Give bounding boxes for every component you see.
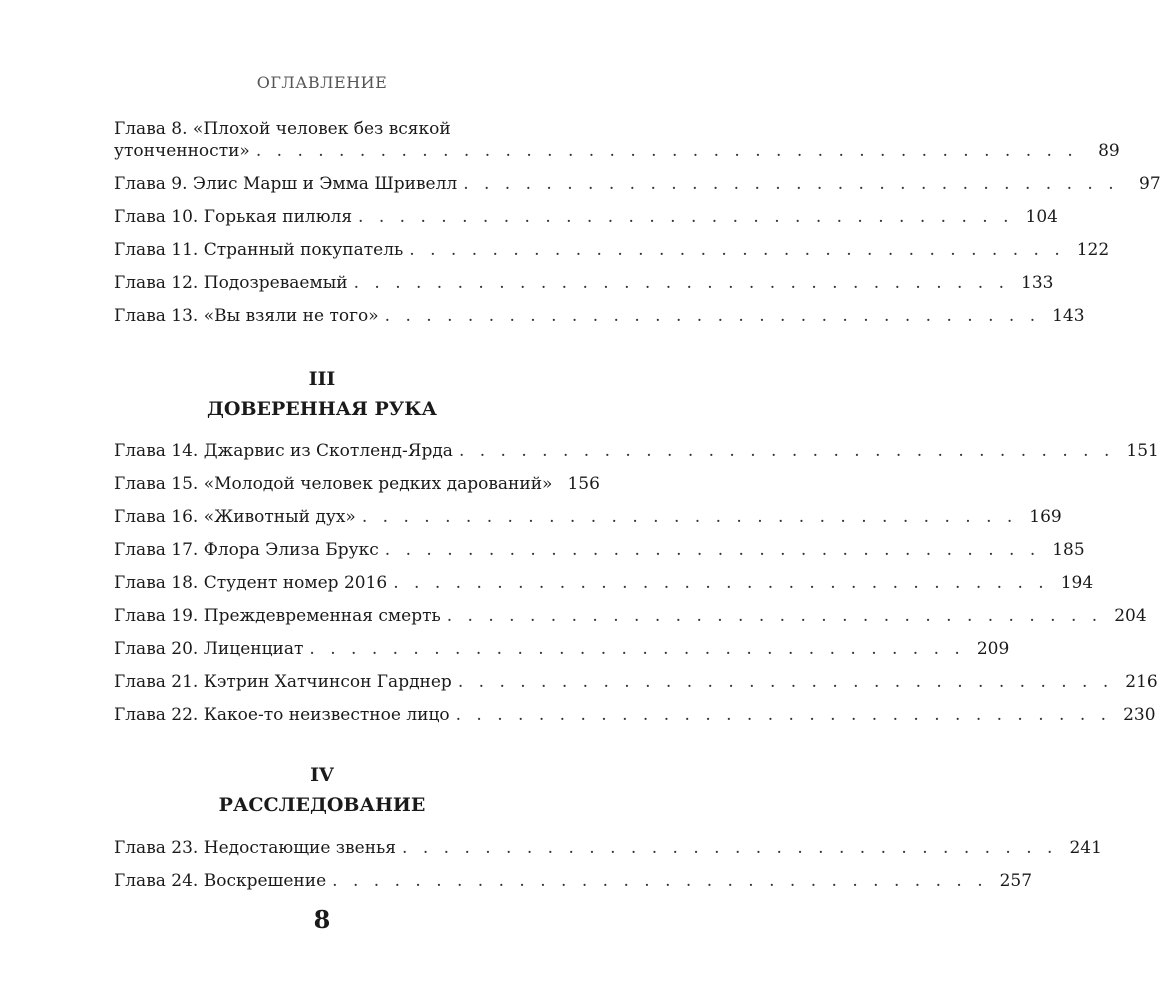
running-head: ОГЛАВЛЕНИЕ (256, 73, 388, 92)
toc-section-continued (114, 118, 1161, 338)
toc-entry-page: 204 (1114, 606, 1147, 626)
toc-part-3 (114, 440, 1159, 737)
leader-dots: . . . . . . . . . . . . . . . . . . . . . . . . . . . . . . . . (463, 174, 1119, 194)
part-title: РАССЛЕДОВАНИЕ (218, 794, 426, 816)
toc-entry-title: Глава 14. Джарвис из Скотленд-Ярда (114, 441, 453, 461)
leader-dots: . . . . . . . . . . . . . . . . . . . . . . . . . . . . . . . . (332, 871, 988, 891)
toc-entry (114, 206, 1058, 239)
toc-entry-page: 185 (1052, 540, 1085, 560)
toc-entry-title: Глава 11. Странный покупатель (114, 240, 404, 260)
toc-entry-title: Глава 23. Недостающие звенья (114, 838, 397, 858)
toc-entry-page: 151 (1126, 441, 1159, 461)
leader-dots: . . . . . . . . . . . . . . . . . . . . . . . . . . . . . . . . . . . . . . . . (255, 141, 1078, 161)
toc-entry-page: 143 (1052, 306, 1085, 326)
toc-entry-title: Глава 13. «Вы взяли не того» (114, 306, 379, 326)
toc-entry-page: 97 (1139, 174, 1161, 194)
toc-entry-page: 194 (1060, 573, 1094, 593)
leader-dots: . . . . . . . . . . . . . . . . . . . . . . . . . . . . . . . . (384, 540, 1041, 560)
toc-entry-page: 104 (1025, 207, 1058, 227)
toc-entry (114, 572, 1094, 605)
toc-entry (114, 473, 600, 506)
toc-entry-title: Глава 10. Горькая пилюля (114, 207, 353, 227)
leader-dots: . . . . . . . . . . . . . . . . . . . . . . . . . . . . . . . . (384, 306, 1041, 326)
toc-entry-page: 156 (567, 474, 600, 494)
toc-entry (114, 239, 1110, 272)
leader-dots: . . . . . . . . . . . . . . . . . . . . . . . . . . . . . . . . (358, 207, 1014, 227)
toc-entry (114, 305, 1085, 338)
part-title: ДОВЕРЕННАЯ РУКА (207, 398, 437, 420)
toc-entry (114, 506, 1062, 539)
toc-part-4 (114, 837, 1102, 903)
toc-entry-page: 89 (1098, 141, 1120, 161)
toc-entry-page: 133 (1021, 273, 1054, 293)
toc-entry-page: 230 (1123, 705, 1156, 725)
leader-dots: . . . . . . . . . . . . . . . . . . . . . . . . . . . . . . . . (457, 672, 1114, 692)
toc-entry-title: Глава 22. Какое-то неизвестное лицо (114, 705, 450, 725)
toc-entry-page: 209 (976, 639, 1010, 659)
toc-entry-title: Глава 21. Кэтрин Хатчинсон Гарднер (114, 672, 452, 692)
toc-entry (114, 837, 1102, 870)
leader-dots: . . . . . . . . . . . . . . . . . . . . . . . . . . . . . . . . (458, 441, 1115, 461)
toc-entry-title: Глава 8. «Плохой человек без всякой (114, 119, 451, 139)
page-number: 8 (313, 905, 331, 934)
toc-entry-title: Глава 18. Студент номер 2016 (114, 573, 388, 593)
toc-entry-title: Глава 16. «Животный дух» (114, 507, 356, 527)
toc-entry-title: Глава 20. Лиценциат (114, 639, 304, 659)
toc-entry-title: Глава 19. Преждевременная смерть (114, 606, 441, 626)
toc-entry-title-cont: утонченности» (114, 141, 250, 161)
toc-entry-title: Глава 17. Флора Элиза Брукс (114, 540, 379, 560)
toc-entry (114, 704, 1156, 737)
toc-entry-page: 169 (1029, 507, 1062, 527)
leader-dots: . . . . . . . . . . . . . . . . . . . . . . . . . . . . . . . . (402, 838, 1058, 858)
toc-entry (114, 272, 1054, 305)
leader-dots: . . . . . . . . . . . . . . . . . . . . . . . . . . . . . . . . (353, 273, 1010, 293)
toc-entry-title: Глава 24. Воскрешение (114, 871, 327, 891)
leader-dots: . . . . . . . . . . . . . . . . . . . . . . . . . . . . . . . . (409, 240, 1065, 260)
toc-entry (114, 605, 1147, 638)
toc-entry-page: 241 (1069, 838, 1102, 858)
part-number: IV (310, 764, 334, 786)
toc-entry-page: 257 (999, 871, 1033, 891)
toc-entry (114, 440, 1159, 473)
leader-dots: . . . . . . . . . . . . . . . . . . . . . . . . . . . . . . . . (393, 573, 1049, 593)
toc-entry-page: 122 (1076, 240, 1110, 260)
toc-entry-title: Глава 12. Подозреваемый (114, 273, 348, 293)
toc-entry-page: 216 (1125, 672, 1158, 692)
leader-dots: . . . . . . . . . . . . . . . . . . . . . . . . . . . . . . . . (446, 606, 1103, 626)
part-number: III (308, 368, 336, 390)
toc-entry (114, 671, 1158, 704)
toc-entry (114, 539, 1085, 572)
toc-entry (114, 118, 1120, 173)
toc-entry-title: Глава 9. Элис Марш и Эмма Шривелл (114, 174, 458, 194)
leader-dots: . . . . . . . . . . . . . . . . . . . . . . . . . . . . . . . . (309, 639, 965, 659)
toc-entry (114, 638, 1010, 671)
toc-entry-title: Глава 15. «Молодой человек редких дарований» (114, 474, 553, 494)
leader-dots: . . . . . . . . . . . . . . . . . . . . . . . . . . . . . . . . (455, 705, 1112, 725)
leader-dots: . . . . . . . . . . . . . . . . . . . . . . . . . . . . . . . . (361, 507, 1018, 527)
toc-entry (114, 173, 1161, 206)
toc-entry (114, 870, 1033, 903)
